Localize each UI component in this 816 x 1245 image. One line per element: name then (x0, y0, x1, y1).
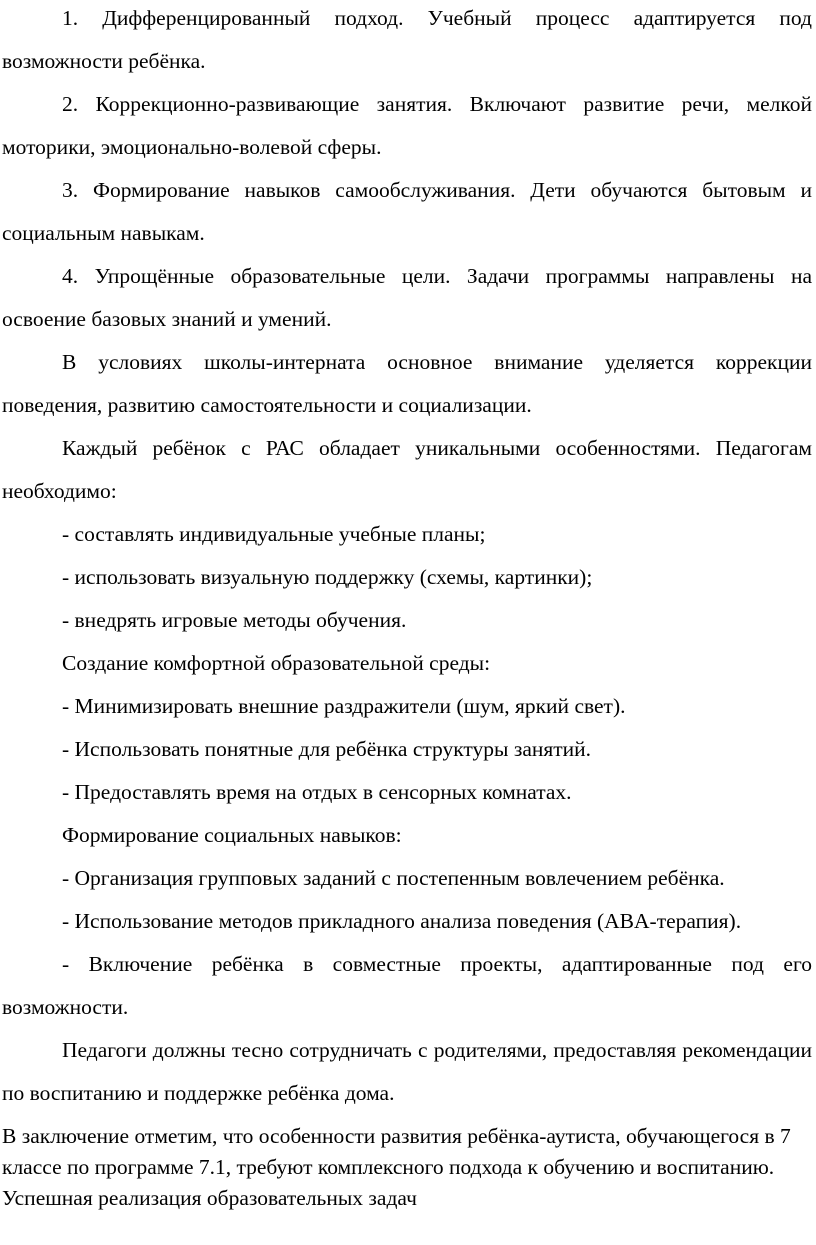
paragraph-boarding-school: В условиях школы-интерната основное внимание уделяется коррекции поведения, развитию самостоятельности и социализации. (2, 350, 812, 417)
paragraph-self-care-skills: 3. Формирование навыков самообслуживания. Дети обучаются бытовым и социальным навыкам. (2, 178, 812, 245)
list-item-joint-projects: - Включение ребёнка в совместные проекты, адаптированные под его возможности. (2, 952, 812, 1019)
list-item-individual-plans: - составлять индивидуальные учебные планы; (62, 522, 486, 546)
list-item-clear-structures: - Использовать понятные для ребёнка структуры занятий. (62, 737, 592, 761)
heading-social-skills: Формирование социальных навыков: (62, 823, 402, 847)
paragraph-correctional-classes: 2. Коррекционно-развивающие занятия. Включают развитие речи, мелкой моторики, эмоционально-волевой сферы. (2, 92, 812, 159)
list-item-rest-time: - Предоставлять время на отдых в сенсорных комнатах. (62, 780, 572, 804)
list-item-visual-support: - использовать визуальную поддержку (схемы, картинки); (62, 565, 593, 589)
paragraph-differentiated-approach: 1. Дифференцированный подход. Учебный процесс адаптируется под возможности ребёнка. (2, 6, 812, 73)
paragraph-parents-cooperation: Педагоги должны тесно сотрудничать с родителями, предоставляя рекомендации по воспитанию и поддержке ребёнка дома. (2, 1038, 812, 1105)
heading-comfortable-environment: Создание комфортной образовательной среды: (62, 651, 491, 675)
list-item-group-tasks: - Организация групповых заданий с постепенным вовлечением ребёнка. (62, 866, 725, 890)
paragraph-simplified-goals: 4. Упрощённые образовательные цели. Задачи программы направлены на освоение базовых знаний и умений. (2, 264, 812, 331)
list-item-minimize-irritants: - Минимизировать внешние раздражители (шум, яркий свет). (62, 694, 626, 718)
paragraph-teachers-need: Каждый ребёнок с РАС обладает уникальными особенностями. Педагогам необходимо: (2, 436, 812, 503)
list-item-game-methods: - внедрять игровые методы обучения. (62, 608, 407, 632)
list-item-aba-therapy: - Использование методов прикладного анализа поведения (ABA-терапия). (62, 909, 742, 933)
paragraph-conclusion: В заключение отметим, что особенности развития ребёнка-аутиста, обучающегося в 7 классе по программе 7.1, требуют комплексного подхода к обучению и воспитанию. Успешная реализация образовательных задач (2, 1124, 791, 1210)
